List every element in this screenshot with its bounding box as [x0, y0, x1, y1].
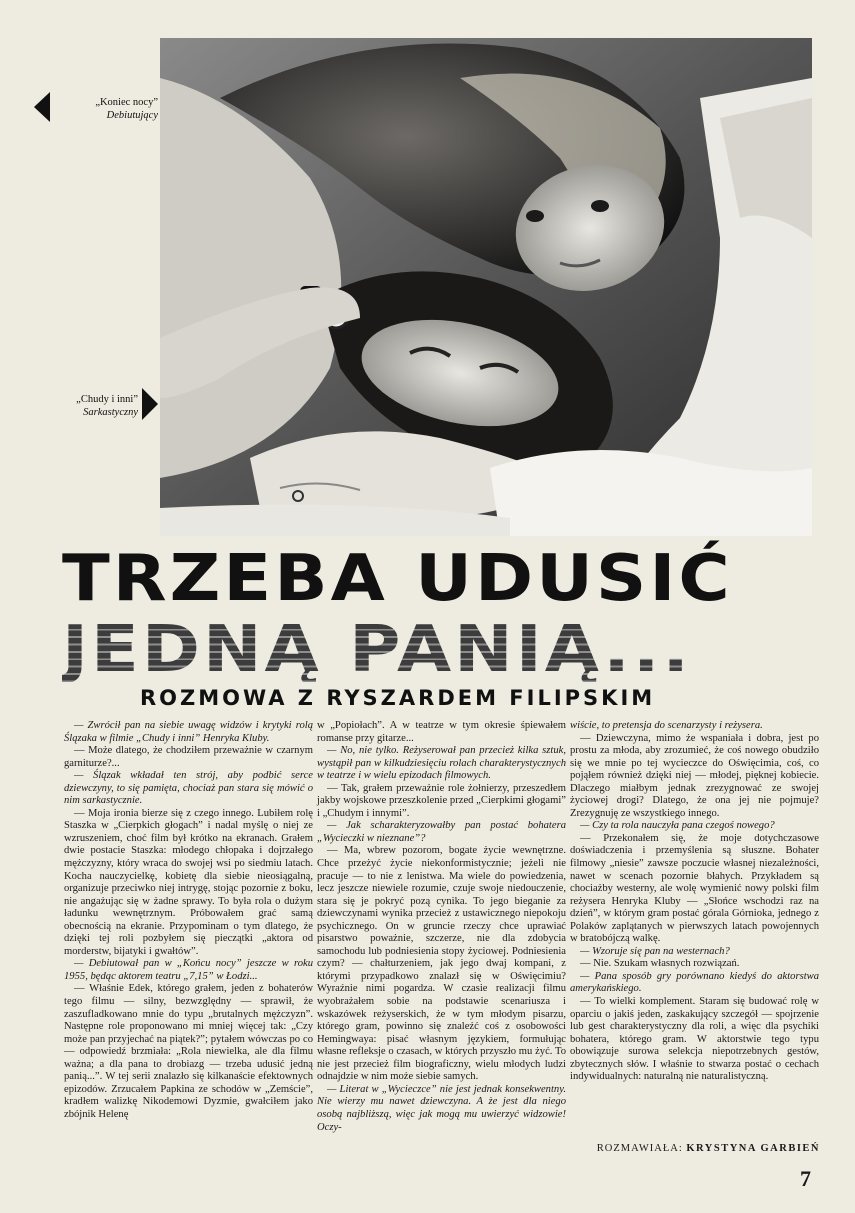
interview-question: wiście, to pretensja do scenarzysty i reżysera.: [570, 720, 763, 731]
interview-answer: — Moja ironia bierze się z czego innego. Lubiłem rolę Staszka w „Cierpkich głogach” i nadal myślę o niej ze wzruszeniem, choć film był krótko na ekranach. Grałem dwie postacie Staszka: młodego chłopaka i dojrzałego mężczyzny, który wraca do swojej wsi po siedmiu latach. Kocha nauczycielkę, kobietę dla siebie nieosiągalną, organizuje przeciwko niej intrygę, stojąc pozornie z boku, nie angażując się w żadne sprawy. To była rola o dużym ładunku wewnętrznym. Próbowałem grać samą obecnością na ekranie. Przypominam o tym dlatego, że dzięki tej roli pozbyłem się pieczątki „aktora od morderstw, bijatyki i gwałtów”.: [64, 807, 313, 957]
caption-title: „Chudy i inni”: [76, 394, 138, 405]
interview-question: — Debiutował pan w „Końcu nocy” jeszcze w roku 1955, będąc aktorem teatru „7,15” w Łodzi...: [64, 958, 313, 982]
interview-answer: — Ma, wbrew pozorom, bogate życie wewnętrzne. Chce przeżyć życie niekonformistycznie; jeżeli nie pracuje — to nie z lenistwa. Ma wiele do powiedzenia, lecz jeszcze niewiele rozumie, czuje swoje niedouczenie, stara się je pokryć pozą cynika. To jego bieganie za dziewczynami wynika przecież z ustawicznego niepokoju psychicznego. On w gruncie rzeczy chce uprawiać pisarstwo poważnie, szczerze, nie dla zdobycia samochodu lub podniesienia stopy życiowej. Podniesienia czym? — chałturzeniem, jak jego dwaj kompani, z którymi przypadkowo znalazł się w Oświęcimiu? Wyraźnie nimi pogardza. W czasie realizacji filmu wyobrażałem sobie na podstawie scenariusza i wskazówek reżyserskich, że w tym młodym pisarzu, którego gram, powinno się znaleźć coś z osobowości Hemingwaya: pisać własnym językiem, formułując własne refleksje o czasach, w których przyszło mu żyć. To nie jest przecież film biograficzny, wielu młodych ludzi odnajdzie w nim może siebie samych.: [317, 845, 566, 1083]
interview-answer: — Tak, grałem przeważnie role żołnierzy, przeszedłem jakby wojskowe przeszkolenie przed „Cierpkimi głogami” i „Chudym i innymi”.: [317, 782, 566, 819]
interview-question: — Czy ta rola nauczyła pana czegoś nowego?: [580, 820, 775, 832]
byline: [590, 1143, 820, 1154]
caption-description: Debiutujący: [106, 110, 158, 121]
article-column-2: [317, 720, 566, 1134]
interview-question: — Jak scharakteryzowałby pan postać bohatera „Wycieczki w nieznane”?: [317, 820, 566, 844]
interview-question: — Wzoruje się pan na westernach?: [580, 945, 730, 957]
interview-answer: — Właśnie Edek, którego grałem, jeden z bohaterów tego filmu — silny, bezwzględny — sprawił, że zaszufladkowano mnie do typu „brutalnych mężczyzn”. Następne role proponowano mi mniej więcej tak: „Czy może pan przyjechać na piątek?”; pytałem wówczas po co — odpowiedź brzmiała: „Rola niewielka, ale dla filmu ważna; a dla pana to drobiazg — trzeba udusić jedną panią...”. W tej serii znalazło się kilkanaście efektownych epizodów. Zrzucałem Papkina ze schodów w „Zemście”, kradłem walizkę Nikodemowi Dyzmie, gwałciłem jako zbójnik Helenę: [64, 983, 313, 1120]
caption-arrow-left-icon: [34, 92, 50, 122]
byline-label: ROZMAWIAŁA:: [596, 1143, 683, 1154]
interview-question: — Literat w „Wycieczce” nie jest jednak konsekwentny. Nie wierzy mu nawet dziewczyna. A że jest dla niego osobą najbliższą, więc jak mogą mu uwierzyć widzowie! Oczy-: [317, 1083, 566, 1133]
headline-line-1: TRZEBA UDUSIĆ: [62, 540, 733, 616]
interview-answer: — Może dlatego, że chodziłem przeważnie w czarnym garniturze?...: [64, 745, 313, 769]
interview-answer: — Nie. Szukam własnych rozwiązań.: [580, 958, 740, 970]
byline-author: KRYSTYNA GARBIEŃ: [686, 1143, 820, 1154]
caption-description: Sarkastyczny: [83, 407, 138, 418]
interview-question: — Ślązak wkładał ten strój, aby podbić serce dziewczyny, to się pamięta, chociaż pan stara się mówić o nim sarkastycznie.: [64, 770, 313, 807]
article-photo: [160, 38, 812, 536]
caption-arrow-right-icon: [142, 388, 158, 420]
interview-answer: — Dziewczyna, mimo że wspaniała i dobra, jest po prostu za młoda, aby zrozumieć, że coś nowego obudziło się we mnie po tej wycieczce do Oświęcimia, coś, co pojąłem również dzięki niej — młodej, pięknej kobiecie. Dlaczego miałbym jednak zrezygnować ze swojej życiowej drogi? Dlatego, że ona jej nie pojmuje? Zrezygnuję ze wszystkiego innego.: [570, 732, 819, 819]
photo-couple-image: [160, 38, 812, 536]
article-column-3: [570, 720, 819, 1084]
headline-line-2: JEDNĄ PANIĄ...: [62, 616, 822, 682]
interview-question: — No, nie tylko. Reżyserował pan przecież kilka sztuk, wystąpił pan w kilkudziesięciu rolach charakterystycznych w teatrze i w wielu epizodach filmowych.: [317, 745, 566, 782]
interview-question: — Zwrócił pan na siebie uwagę widzów i krytyki rolą Ślązaka w filmie „Chudy i inni” Henryka Kluby.: [64, 720, 313, 744]
article-column-1: [64, 720, 313, 1122]
interview-question: — Pana sposób gry porównano kiedyś do aktorstwa amerykańskiego.: [570, 970, 819, 995]
page-number: 7: [800, 1166, 811, 1191]
interview-answer: w „Popiołach”. A w teatrze w tym okresie śpiewałem romanse przy gitarze...: [317, 720, 566, 744]
caption-chudy-i-inni: [50, 393, 138, 419]
interview-answer: — Przekonałem się, że moje dotychczasowe doświadczenia i przemyślenia są słuszne. Bohater filmowy „niesie” zawsze poczucie własnej niezależności, nawet w scenach pozornie błahych. Przykładem są chociażby westerny, ale wolę wymienić nowy polski film reżysera Henryka Kluby — „Słońce wschodzi raz na dzień”, w którym gram postać górala Górnioka, jednego z Polaków zaplątanych w pierwszych latach powojennych w bratobójczą walkę.: [570, 832, 819, 945]
caption-koniec-nocy: [58, 96, 158, 122]
caption-title: „Koniec nocy”: [95, 97, 158, 108]
headline-subtitle: ROZMOWA Z RYSZARDEM FILIPSKIM: [140, 686, 656, 710]
interview-answer: — To wielki komplement. Staram się budować rolę w oparciu o jakiś jeden, zaskakujący szczegół — spojrzenie lub gest charakterystyczny dla roli, a więc dla psychiki bohatera, którego gram. W aktorstwie tego typu obowiązuje surowa selekcja niepotrzebnych gestów, zbytecznych słów. I właśnie to stwarza postać o cechach indywidualnych: naturalną nie naturalistyczną.: [570, 996, 819, 1083]
